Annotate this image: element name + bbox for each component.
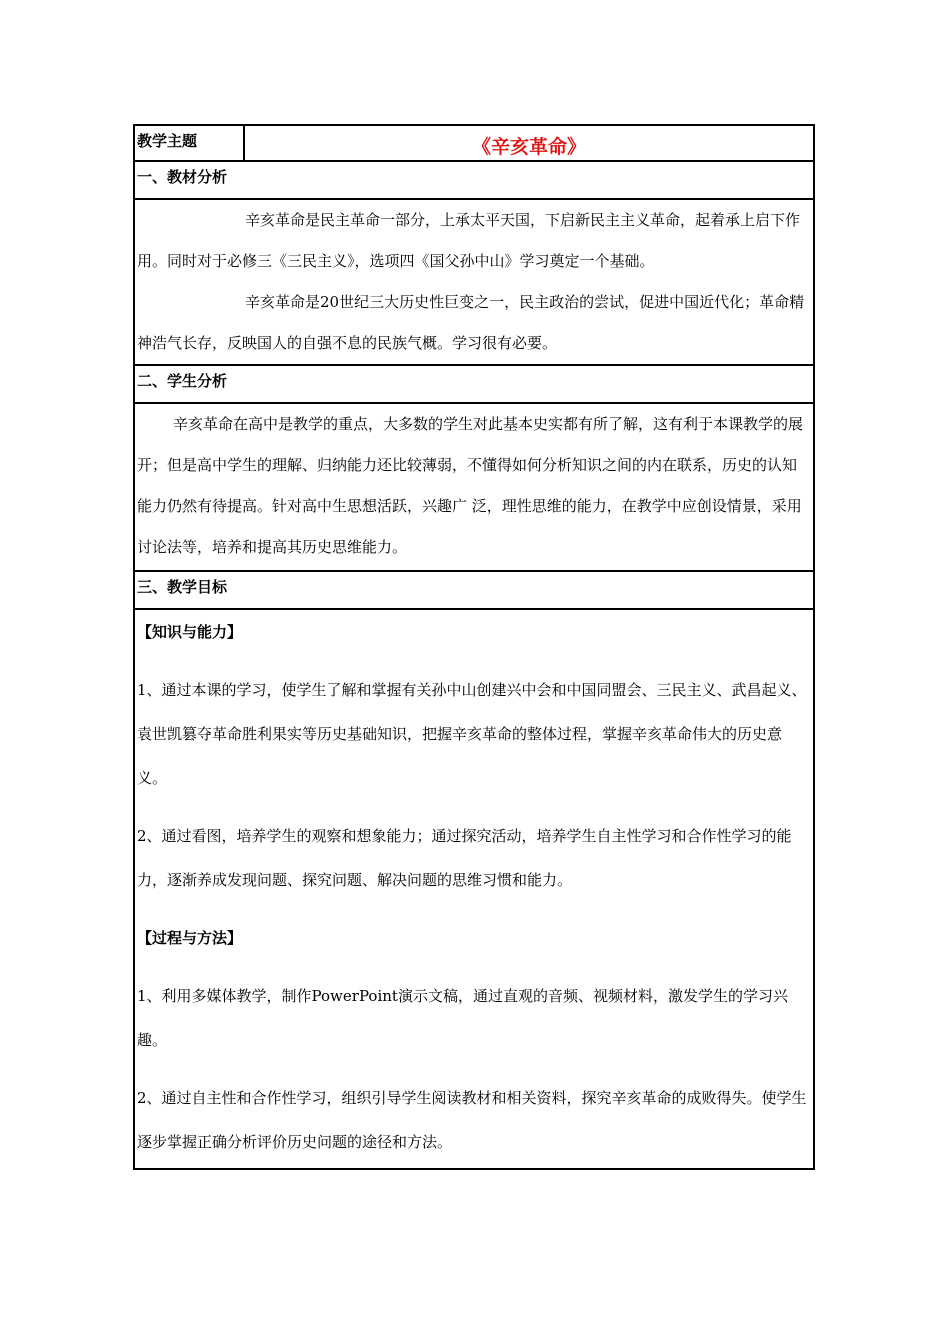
topic-label: 教学主题 xyxy=(134,125,244,161)
process-item-2: 2、通过自主性和合作性学习，组织引导学生阅读教材和相关资料，探究辛亥革命的成败得失。使学生逐步掌握正确分析评价历史问题的途径和方法。 xyxy=(137,1089,807,1151)
student-analysis-heading: 二、学生分析 xyxy=(134,365,814,403)
textbook-paragraph-2: 辛亥革命是20世纪三大历史性巨变之一，民主政治的尝试，促进中国近代化；革命精神浩气长存，反映国人的自强不息的民族气概。学习很有必要。 xyxy=(137,293,805,352)
knowledge-item-1: 1、通过本课的学习，使学生了解和掌握有关孙中山创建兴中会和中国同盟会、三民主义、武昌起义、袁世凯篡夺革命胜利果实等历史基础知识，把握辛亥革命的整体过程，掌握辛亥革命伟大的历史意义。 xyxy=(137,681,807,787)
textbook-heading-row xyxy=(134,161,814,199)
teaching-goals-body xyxy=(134,609,814,1169)
topic-row xyxy=(134,125,814,161)
textbook-body-row xyxy=(134,199,814,365)
student-paragraph: 辛亥革命在高中是教学的重点，大多数的学生对此基本史实都有所了解，这有利于本课教学的展开；但是高中学生的理解、归纳能力还比较薄弱，不懂得如何分析知识之间的内在联系，历史的认知能力仍然有待提高。针对高中生思想活跃，兴趣广 泛，理性思维的能力，在教学中应创设情景，采用讨论法等，培养和提高其历史思维能力。 xyxy=(137,415,804,556)
knowledge-ability-title: 【知识与能力】 xyxy=(137,623,243,641)
process-item-1: 1、利用多媒体教学，制作PowerPoint演示文稿，通过直观的音频、视频材料，激发学生的学习兴趣。 xyxy=(137,987,788,1049)
process-method-title: 【过程与方法】 xyxy=(137,929,243,947)
goals-body-row xyxy=(134,609,814,1169)
lesson-title: 《辛亥革命》 xyxy=(244,125,814,161)
textbook-paragraph-1: 辛亥革命是民主革命一部分，上承太平天国，下启新民主主义革命，起着承上启下作用。同时对于必修三《三民主义》，选项四《国父孙中山》学习奠定一个基础。 xyxy=(137,211,801,270)
student-analysis-body xyxy=(134,403,814,571)
students-heading-row xyxy=(134,365,814,403)
lesson-plan-table xyxy=(133,124,815,1170)
lesson-plan-sheet xyxy=(133,124,813,1170)
teaching-goals-heading: 三、教学目标 xyxy=(134,571,814,609)
students-body-row xyxy=(134,403,814,571)
knowledge-item-2: 2、通过看图，培养学生的观察和想象能力；通过探究活动，培养学生自主性学习和合作性学习的能力，逐渐养成发现问题、探究问题、解决问题的思维习惯和能力。 xyxy=(137,827,792,889)
textbook-analysis-body xyxy=(134,199,814,365)
textbook-analysis-heading: 一、教材分析 xyxy=(134,161,814,199)
goals-heading-row xyxy=(134,571,814,609)
